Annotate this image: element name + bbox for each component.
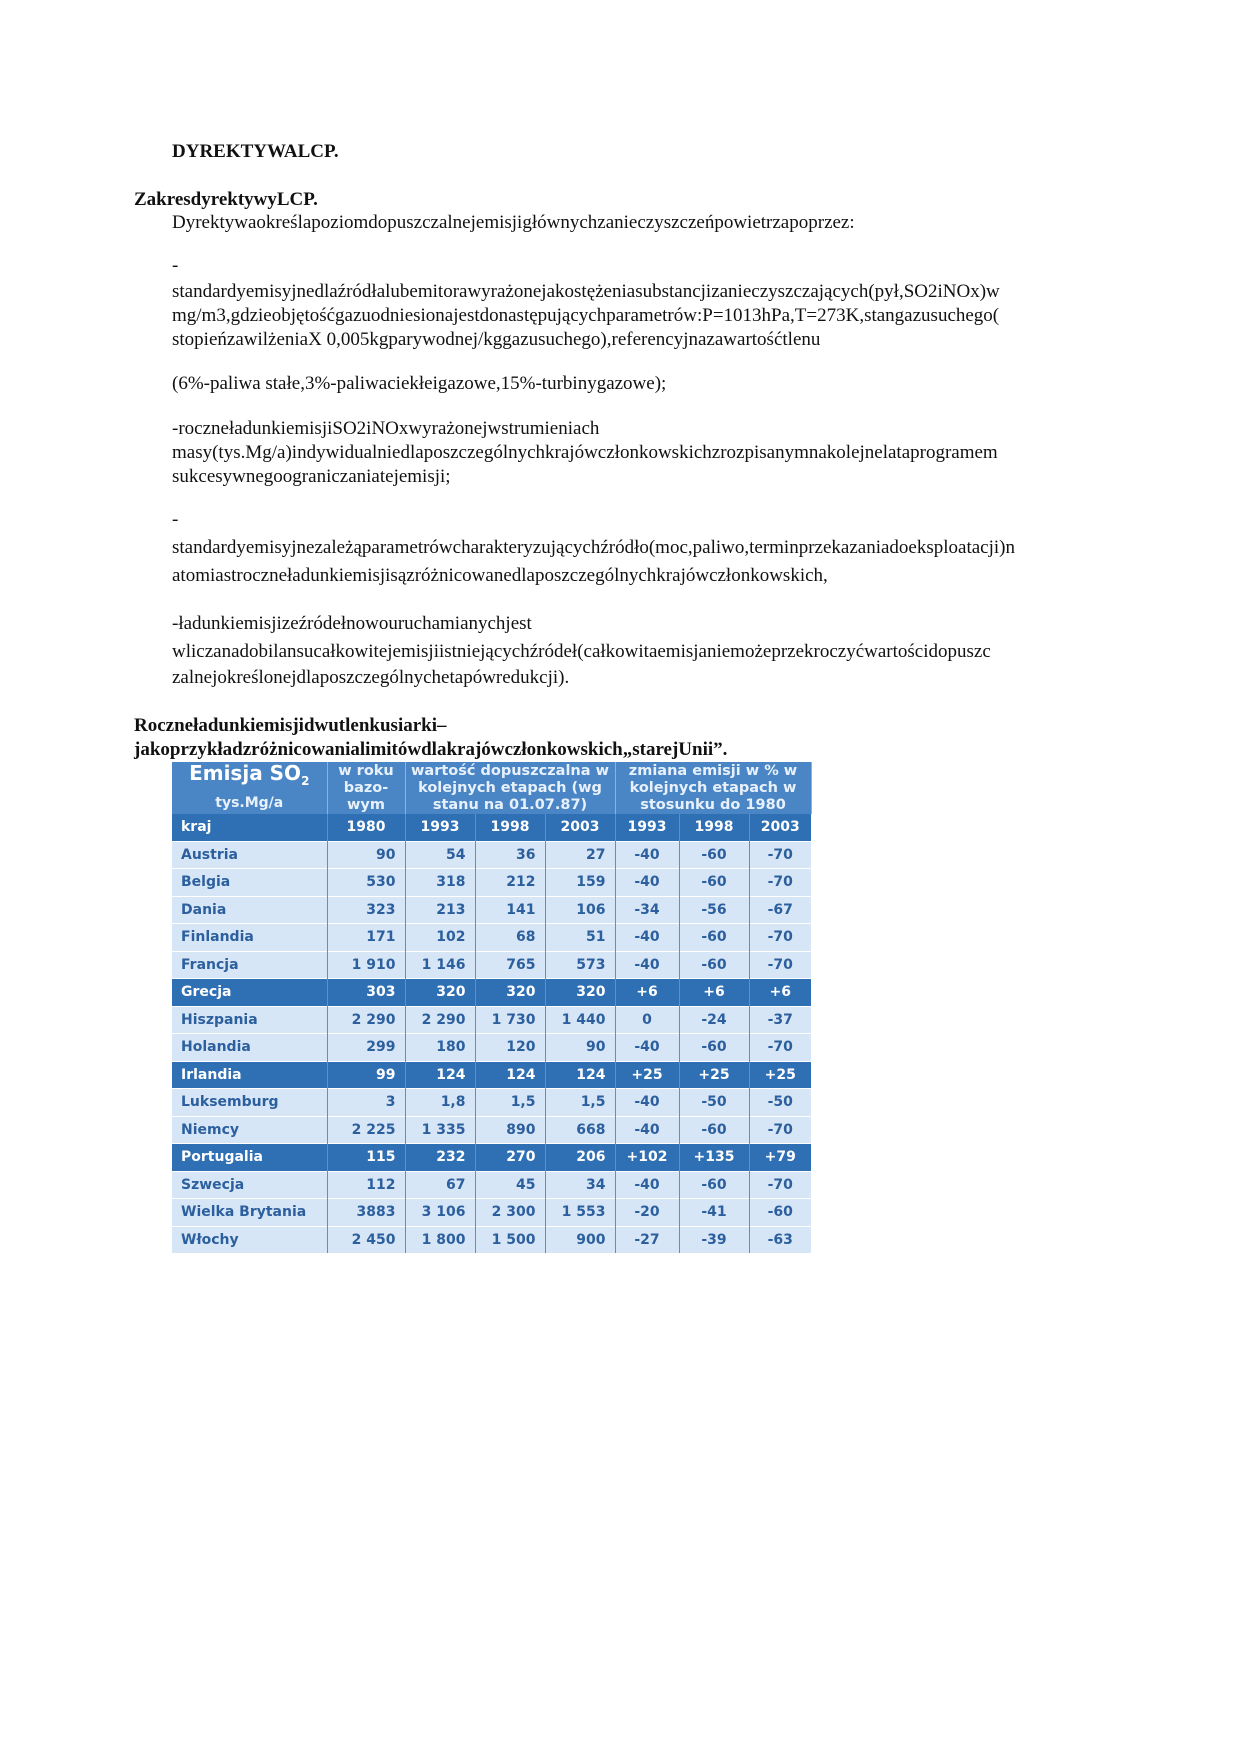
change-percent-cell: -50 (749, 1089, 811, 1117)
emission-value-cell: 320 (545, 979, 615, 1007)
change-percent-cell: +25 (679, 1061, 749, 1089)
emission-value-cell: 299 (327, 1034, 405, 1062)
table-heading-line-1: Roczneładunkiemisjidwutlenkusiarki– (134, 715, 447, 736)
emission-value-cell: 68 (475, 924, 545, 952)
document-title: DYREKTYWALCP. (172, 141, 339, 162)
table-row (172, 1061, 811, 1089)
emission-value-cell: 36 (475, 841, 545, 869)
change-percent-cell: -40 (615, 924, 679, 952)
change-percent-cell: -40 (615, 951, 679, 979)
column-header: kraj (172, 814, 327, 841)
change-percent-cell: -20 (615, 1199, 679, 1227)
emission-value-cell: 765 (475, 951, 545, 979)
table-heading-line-2: jakoprzykładzróżnicowanialimitówdlakrajówczłonkowskich„starejUnii”. (134, 739, 728, 760)
header-title: Emisja $SO_2$ (189, 761, 310, 788)
emission-value-cell: 1 440 (545, 1006, 615, 1034)
emission-value-cell: 120 (475, 1034, 545, 1062)
table-row (172, 1006, 811, 1034)
table-row (172, 1089, 811, 1117)
emission-value-cell: 1 910 (327, 951, 405, 979)
country-cell: Wielka Brytania (172, 1199, 327, 1227)
change-percent-cell: -41 (679, 1199, 749, 1227)
table-row (172, 1144, 811, 1172)
header-change: zmiana emisji w % w kolejnych etapach w stosunku do 1980 (615, 762, 811, 814)
change-percent-cell: -40 (615, 841, 679, 869)
change-percent-cell: -40 (615, 1089, 679, 1117)
change-percent-cell: -63 (749, 1226, 811, 1253)
change-percent-cell: -34 (615, 896, 679, 924)
paragraph-line: (6%-paliwa stałe,3%-paliwaciekłeigazowe,15%-turbinygazowe); (172, 373, 667, 394)
emission-value-cell: 270 (475, 1144, 545, 1172)
paragraph-line: atomiastroczneładunkiemisjisązróżnicowanedlaposzczególnychkrajówczłonkowskich, (172, 565, 828, 586)
change-percent-cell: -60 (749, 1199, 811, 1227)
paragraph-line: Dyrektywaokreślapoziomdopuszczalnejemisjigłównychzanieczyszczeńpowietrzapoprzez: (172, 212, 855, 233)
change-percent-cell: -70 (749, 841, 811, 869)
header-title-cell (172, 762, 327, 814)
country-cell: Holandia (172, 1034, 327, 1062)
paragraph-line: -roczneładunkiemisjiSO2iNOxwyrażonejwstrumieniach (172, 418, 600, 439)
column-header: 1993 (615, 814, 679, 841)
emission-value-cell: 180 (405, 1034, 475, 1062)
emission-value-cell: 668 (545, 1116, 615, 1144)
change-percent-cell: -40 (615, 1116, 679, 1144)
emission-value-cell: 3883 (327, 1199, 405, 1227)
change-percent-cell: -67 (749, 896, 811, 924)
country-cell: Irlandia (172, 1061, 327, 1089)
emission-value-cell: 124 (475, 1061, 545, 1089)
country-cell: Luksemburg (172, 1089, 327, 1117)
emission-value-cell: 1 500 (475, 1226, 545, 1253)
column-header: 1993 (405, 814, 475, 841)
table-header-row (172, 762, 811, 814)
emission-value-cell: 99 (327, 1061, 405, 1089)
table-row (172, 1116, 811, 1144)
emission-value-cell: 171 (327, 924, 405, 952)
emission-value-cell: 1,8 (405, 1089, 475, 1117)
change-percent-cell: -27 (615, 1226, 679, 1253)
emission-value-cell: 323 (327, 896, 405, 924)
change-percent-cell: -70 (749, 869, 811, 897)
column-header: 2003 (749, 814, 811, 841)
emission-value-cell: 106 (545, 896, 615, 924)
country-cell: Portugalia (172, 1144, 327, 1172)
emission-value-cell: 206 (545, 1144, 615, 1172)
header-unit: tys.Mg/a (215, 795, 284, 811)
so2-emission-table-wrap (172, 762, 812, 1253)
column-header: 1980 (327, 814, 405, 841)
change-percent-cell: +25 (615, 1061, 679, 1089)
emission-value-cell: 90 (327, 841, 405, 869)
table-row (172, 924, 811, 952)
change-percent-cell: +6 (749, 979, 811, 1007)
country-cell: Francja (172, 951, 327, 979)
emission-value-cell: 102 (405, 924, 475, 952)
list-dash: - (172, 255, 179, 276)
emission-value-cell: 45 (475, 1171, 545, 1199)
paragraph-line: -ładunkiemisjizeźródełnowouruchamianychjest (172, 613, 532, 634)
country-cell: Finlandia (172, 924, 327, 952)
paragraph-line: standardyemisyjnezależąparametrówcharakteryzującychźródło(moc,paliwo,terminprzekazaniadoeksploatacji)n (172, 537, 1015, 558)
country-cell: Austria (172, 841, 327, 869)
change-percent-cell: 0 (615, 1006, 679, 1034)
section-heading: ZakresdyrektywyLCP. (134, 189, 318, 210)
column-header: 2003 (545, 814, 615, 841)
change-percent-cell: -70 (749, 1116, 811, 1144)
emission-value-cell: 27 (545, 841, 615, 869)
emission-value-cell: 2 290 (327, 1006, 405, 1034)
change-percent-cell: -70 (749, 1171, 811, 1199)
emission-value-cell: 90 (545, 1034, 615, 1062)
table-row (172, 869, 811, 897)
emission-value-cell: 34 (545, 1171, 615, 1199)
emission-value-cell: 54 (405, 841, 475, 869)
emission-value-cell: 124 (545, 1061, 615, 1089)
change-percent-cell: -24 (679, 1006, 749, 1034)
emission-value-cell: 51 (545, 924, 615, 952)
table-row (172, 951, 811, 979)
emission-value-cell: 1,5 (545, 1089, 615, 1117)
emission-value-cell: 2 225 (327, 1116, 405, 1144)
emission-value-cell: 320 (475, 979, 545, 1007)
emission-value-cell: 530 (327, 869, 405, 897)
table-row (172, 1034, 811, 1062)
change-percent-cell: -50 (679, 1089, 749, 1117)
change-percent-cell: +6 (615, 979, 679, 1007)
table-row (172, 841, 811, 869)
country-cell: Dania (172, 896, 327, 924)
change-percent-cell: -60 (679, 1171, 749, 1199)
change-percent-cell: -37 (749, 1006, 811, 1034)
emission-value-cell: 212 (475, 869, 545, 897)
change-percent-cell: -60 (679, 1116, 749, 1144)
header-limit: wartość dopuszczalna w kolejnych etapach (wg stanu na 01.07.87) (405, 762, 615, 814)
table-row (172, 1199, 811, 1227)
change-percent-cell: -70 (749, 951, 811, 979)
table-body (172, 841, 811, 1253)
column-header: 1998 (679, 814, 749, 841)
change-percent-cell: -60 (679, 1034, 749, 1062)
country-cell: Włochy (172, 1226, 327, 1253)
change-percent-cell: -39 (679, 1226, 749, 1253)
emission-value-cell: 2 300 (475, 1199, 545, 1227)
emission-value-cell: 1 553 (545, 1199, 615, 1227)
emission-value-cell: 3 (327, 1089, 405, 1117)
so2-emission-table (172, 762, 812, 1253)
table-row (172, 896, 811, 924)
emission-value-cell: 900 (545, 1226, 615, 1253)
country-cell: Grecja (172, 979, 327, 1007)
emission-value-cell: 1 730 (475, 1006, 545, 1034)
change-percent-cell: -56 (679, 896, 749, 924)
paragraph-line: wliczanadobilansucałkowitejemisjiistniejącychźródeł(całkowitaemisjaniemożeprzekroczyćwartościdopuszc (172, 641, 991, 662)
table-row (172, 1226, 811, 1253)
header-base-year: w roku bazo-wym (327, 762, 405, 814)
country-cell: Niemcy (172, 1116, 327, 1144)
emission-value-cell: 141 (475, 896, 545, 924)
emission-value-cell: 890 (475, 1116, 545, 1144)
change-percent-cell: -60 (679, 951, 749, 979)
paragraph-line: mg/m3,gdzieobjętośćgazuodniesionajestdonastępującychparametrów:P=1013hPa,T=273K,stangazusuchego( (172, 305, 1000, 326)
table-row (172, 979, 811, 1007)
country-cell: Belgia (172, 869, 327, 897)
emission-value-cell: 318 (405, 869, 475, 897)
emission-value-cell: 2 450 (327, 1226, 405, 1253)
emission-value-cell: 112 (327, 1171, 405, 1199)
table-row (172, 1171, 811, 1199)
paragraph-line: zalnejokreślonejdlaposzczególnychetapówredukcji). (172, 667, 570, 688)
change-percent-cell: -60 (679, 841, 749, 869)
paragraph-line: standardyemisyjnedlaźródłalubemitorawyrażonejakostężeniasubstancjizanieczyszczających(pył,SO2iNOx)w (172, 281, 1000, 302)
paragraph-line: masy(tys.Mg/a)indywidualniedlaposzczególnychkrajówczłonkowskichzrozpisanymnakolejnelataprogramem (172, 442, 998, 463)
change-percent-cell: +6 (679, 979, 749, 1007)
emission-value-cell: 303 (327, 979, 405, 1007)
change-percent-cell: +135 (679, 1144, 749, 1172)
change-percent-cell: +102 (615, 1144, 679, 1172)
list-dash: - (172, 509, 179, 530)
emission-value-cell: 1,5 (475, 1089, 545, 1117)
change-percent-cell: -70 (749, 1034, 811, 1062)
change-percent-cell: -40 (615, 1034, 679, 1062)
change-percent-cell: +79 (749, 1144, 811, 1172)
change-percent-cell: -60 (679, 924, 749, 952)
emission-value-cell: 2 290 (405, 1006, 475, 1034)
country-cell: Szwecja (172, 1171, 327, 1199)
table-column-row (172, 814, 811, 841)
change-percent-cell: -60 (679, 869, 749, 897)
emission-value-cell: 213 (405, 896, 475, 924)
emission-value-cell: 159 (545, 869, 615, 897)
column-header: 1998 (475, 814, 545, 841)
country-cell: Hiszpania (172, 1006, 327, 1034)
emission-value-cell: 1 800 (405, 1226, 475, 1253)
paragraph-line: sukcesywnegoograniczaniatejemisji; (172, 466, 451, 487)
change-percent-cell: -40 (615, 869, 679, 897)
change-percent-cell: -40 (615, 1171, 679, 1199)
emission-value-cell: 115 (327, 1144, 405, 1172)
emission-value-cell: 124 (405, 1061, 475, 1089)
emission-value-cell: 320 (405, 979, 475, 1007)
emission-value-cell: 1 335 (405, 1116, 475, 1144)
emission-value-cell: 3 106 (405, 1199, 475, 1227)
change-percent-cell: +25 (749, 1061, 811, 1089)
emission-value-cell: 573 (545, 951, 615, 979)
emission-value-cell: 1 146 (405, 951, 475, 979)
emission-value-cell: 232 (405, 1144, 475, 1172)
change-percent-cell: -70 (749, 924, 811, 952)
emission-value-cell: 67 (405, 1171, 475, 1199)
paragraph-line: stopieńzawilżeniaX 0,005kgparywodnej/kggazusuchego),referencyjnazawartośćtlenu (172, 329, 821, 350)
